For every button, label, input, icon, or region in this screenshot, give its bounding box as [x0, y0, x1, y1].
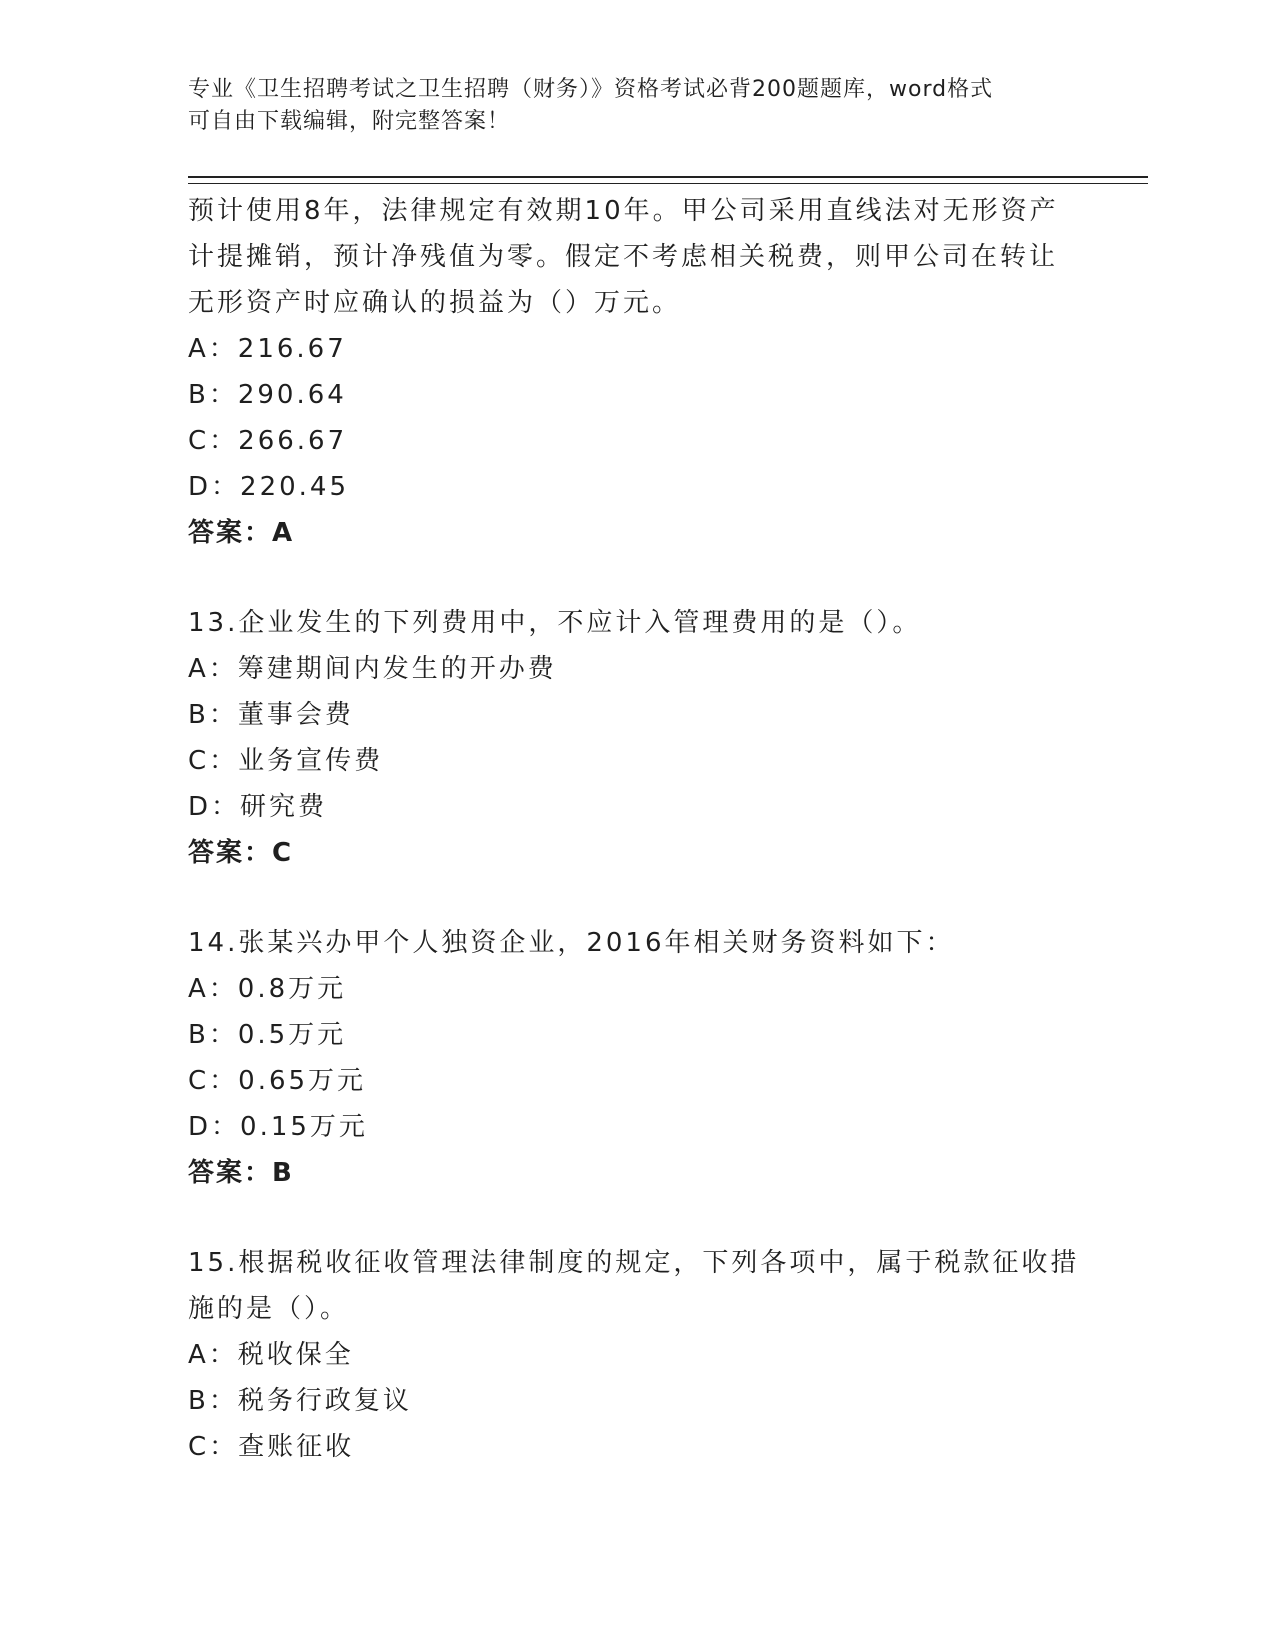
header-title-line-1: 专业《卫生招聘考试之卫生招聘（财务）》资格考试必背200题题库，word格式: [188, 77, 994, 102]
option-d: D：研究费: [188, 792, 328, 822]
question-spacer: [188, 1196, 1088, 1240]
answer-label: 答案：A: [188, 518, 295, 548]
question-stem-line: 施的是（）。: [188, 1294, 350, 1324]
question-stem-line: 15.根据税收征收管理法律制度的规定，下列各项中，属于税款征收措: [188, 1248, 1080, 1278]
question-spacer: [188, 556, 1088, 600]
answer-label: 答案：C: [188, 838, 294, 868]
option-b: B：董事会费: [188, 700, 354, 730]
option-d: D：0.15万元: [188, 1112, 368, 1142]
option-b: B：税务行政复议: [188, 1386, 412, 1416]
option-a: A：0.8万元: [188, 974, 347, 1004]
question-13: [188, 600, 1088, 876]
header-title-line-2: 可自由下载编辑，附完整答案！: [188, 109, 511, 134]
question-stem-line: 14.张某兴办甲个人独资企业，2016年相关财务资料如下：: [188, 928, 955, 958]
question-15: [188, 1240, 1088, 1470]
option-c: C：查账征收: [188, 1432, 355, 1462]
option-b: B：0.5万元: [188, 1020, 347, 1050]
option-c: C：266.67: [188, 426, 348, 456]
question-list: [188, 188, 1088, 1470]
document-header: [188, 74, 1088, 138]
question-stem-line: 计提摊销，预计净残值为零。假定不考虑相关税费，则甲公司在转让: [188, 242, 1059, 272]
option-b: B：290.64: [188, 380, 347, 410]
question-stem-line: 预计使用8年，法律规定有效期10年。甲公司采用直线法对无形资产: [188, 196, 1059, 226]
question-12: [188, 188, 1088, 556]
question-spacer: [188, 876, 1088, 920]
header-divider-thick: [188, 176, 1148, 178]
question-14: [188, 920, 1088, 1196]
option-a: A：税收保全: [188, 1340, 354, 1370]
answer-label: 答案：B: [188, 1158, 294, 1188]
question-stem-line: 无形资产时应确认的损益为（）万元。: [188, 288, 682, 318]
header-divider-thin: [188, 183, 1148, 184]
option-c: C：0.65万元: [188, 1066, 367, 1096]
option-c: C：业务宣传费: [188, 746, 384, 776]
option-a: A：筹建期间内发生的开办费: [188, 654, 557, 684]
question-stem-line: 13.企业发生的下列费用中，不应计入管理费用的是（）。: [188, 608, 922, 638]
option-d: D：220.45: [188, 472, 349, 502]
option-a: A：216.67: [188, 334, 347, 364]
